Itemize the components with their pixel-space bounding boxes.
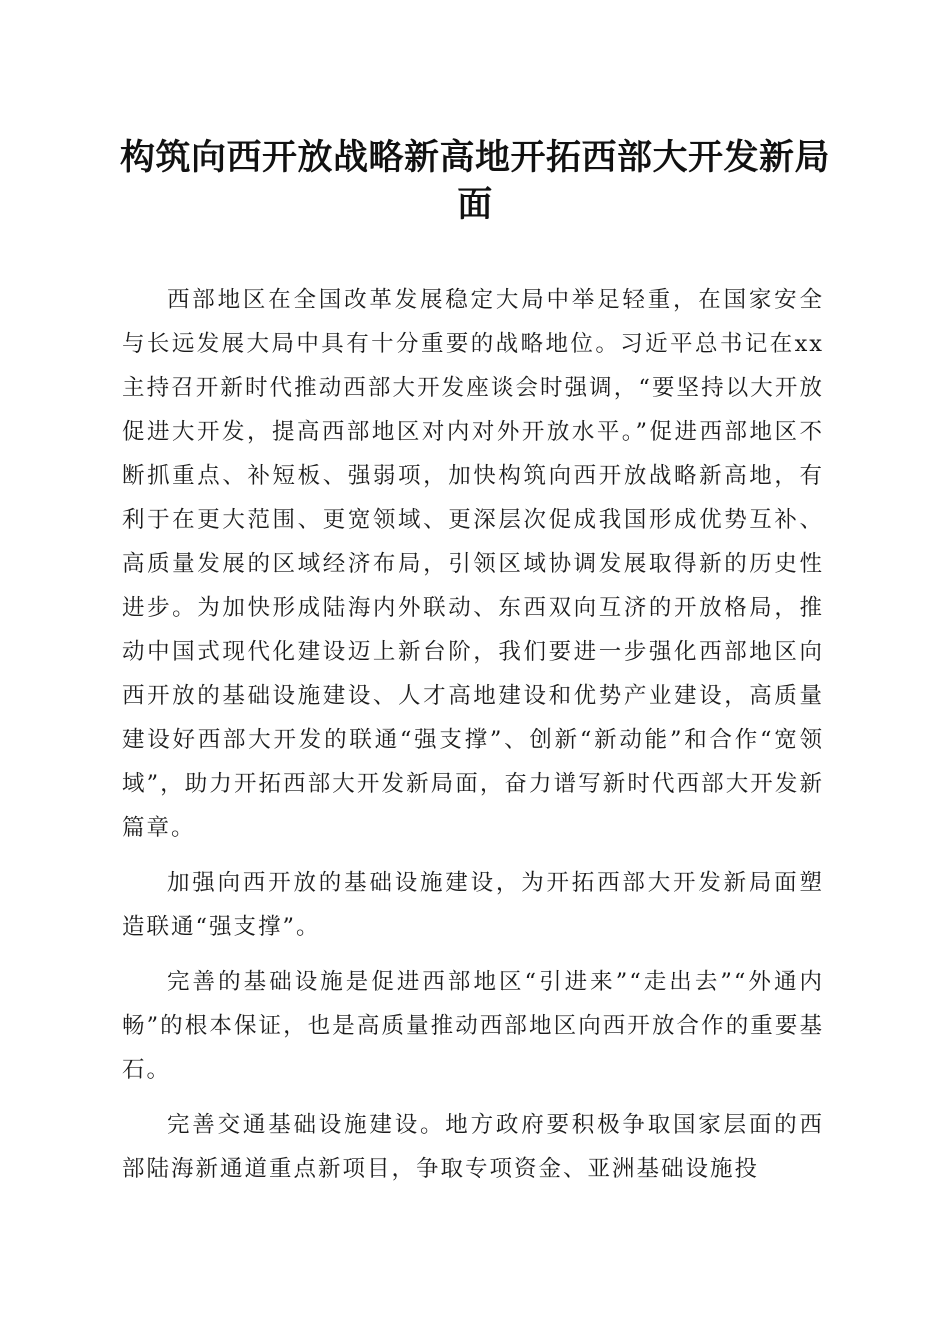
paragraph-intro: 西部地区在全国改革发展稳定大局中举足轻重，在国家安全与长远发展大局中具有十分重要的战略地位。习近平总书记在xx主持召开新时代推动西部大开发座谈会时强调，“要坚持以大开放促进大开发，提高西部地区对内对外开放水平。”促进西部地区不断抓重点、补短板、强弱项，加快构筑向西开放战略新高地，有利于在更大范围、更宽领域、更深层次促成我国形成优势互补、高质量发展的区域经济布局，引领区域协调发展取得新的历史性进步。为加快形成陆海内外联动、东西双向互济的开放格局，推动中国式现代化建设迈上新台阶，我们要进一步强化西部地区向西开放的基础设施建设、人才高地建设和优势产业建设，高质量建设好西部大开发的联通“强支撑”、创新“新动能”和合作“宽领域”，助力开拓西部大开发新局面，奋力谱写新时代西部大开发新篇章。 — [122, 287, 824, 841]
paragraph-transport: 完善交通基础设施建设。地方政府要积极争取国家层面的西部陆海新通道重点新项目，争取专项资金、亚洲基础设施投 — [122, 1112, 824, 1182]
paragraph-infrastructure: 完善的基础设施是促进西部地区“引进来”“走出去”“外通内畅”的根本保证，也是高质量推动西部地区向西开放合作的重要基石。 — [122, 969, 824, 1083]
document-body — [122, 278, 824, 1202]
document-title: 构筑向西开放战略新高地开拓西部大开发新局面 — [119, 137, 830, 225]
paragraph-section-heading: 加强向西开放的基础设施建设，为开拓西部大开发新局面塑造联通“强支撑”。 — [122, 870, 824, 940]
